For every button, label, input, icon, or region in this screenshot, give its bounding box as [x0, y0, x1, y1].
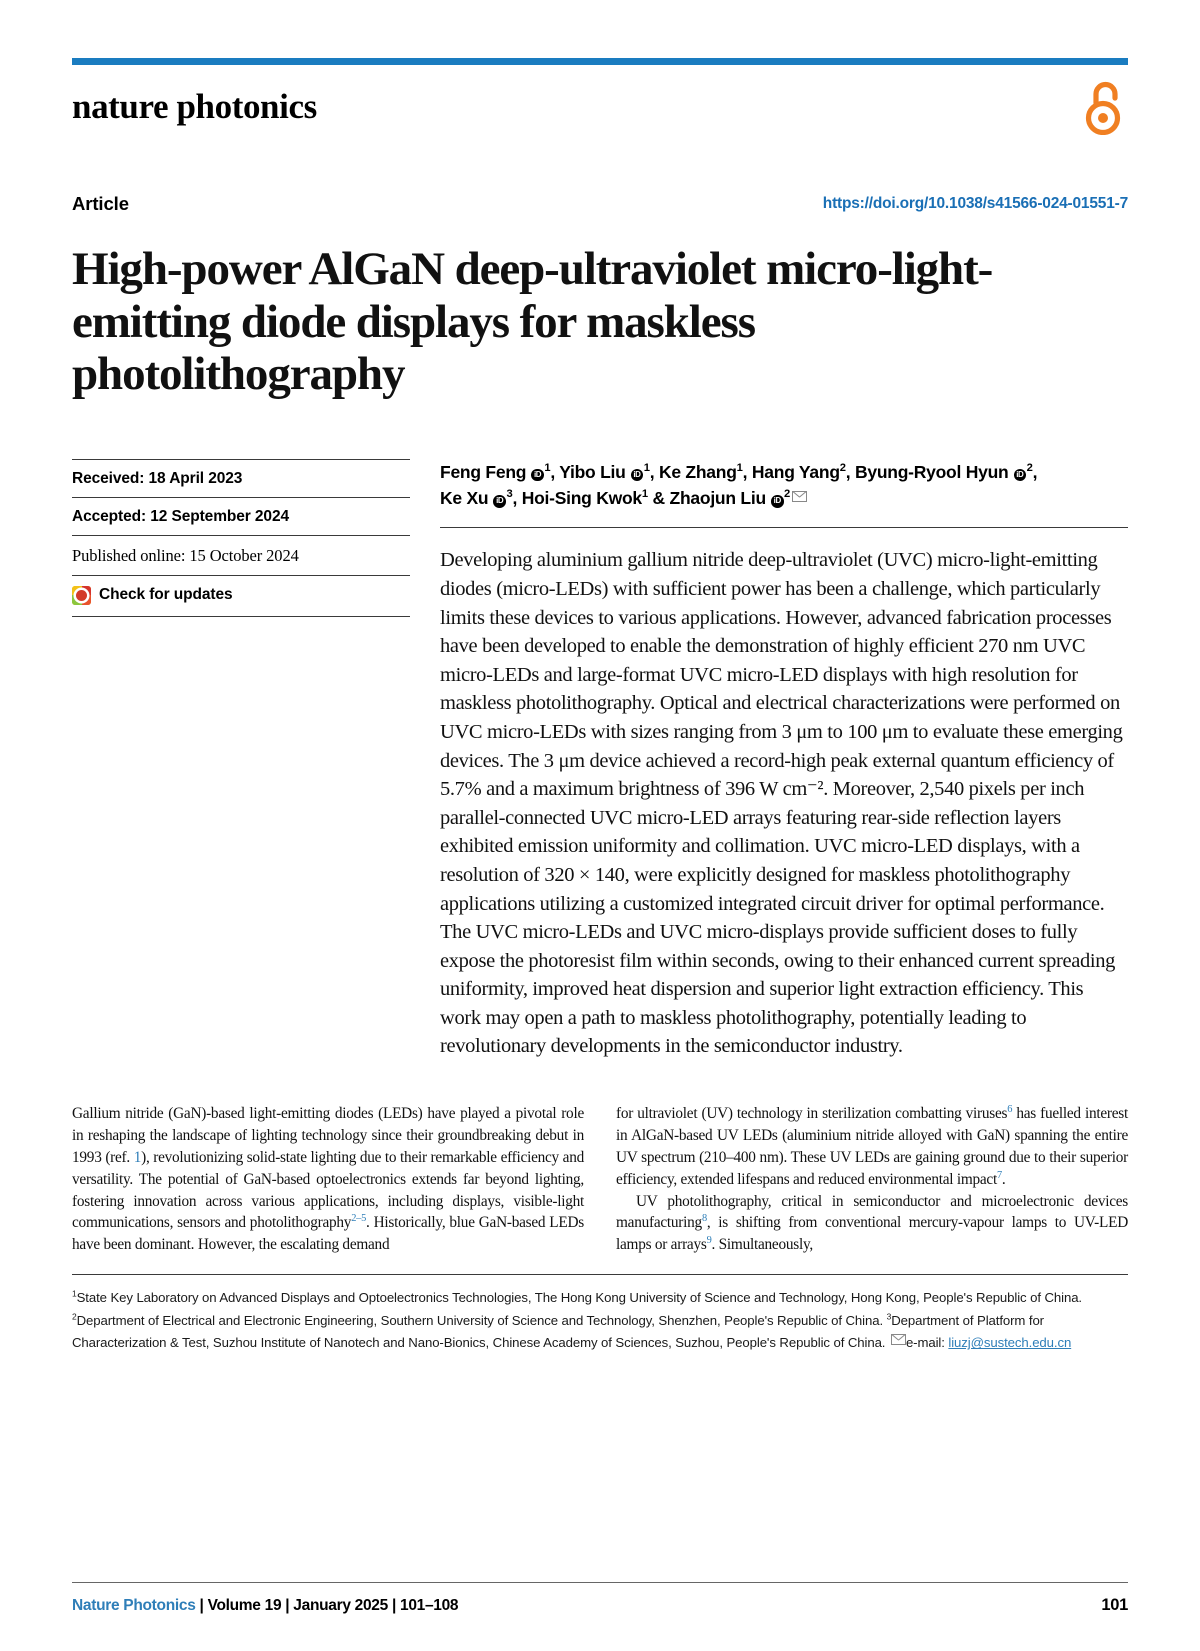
footer-journal-name: Nature Photonics [72, 1597, 196, 1614]
author-name: Hang Yang [751, 461, 840, 482]
author-list [440, 459, 1128, 528]
affiliation-marker-2: 2 [72, 1311, 77, 1322]
authors-and-abstract-column [410, 459, 1128, 1061]
page-title: High-power AlGaN deep-ultraviolet micro-light-emitting diode displays for maskless photolithography [72, 243, 993, 401]
body-columns [72, 1103, 1128, 1256]
meta-and-abstract-row [72, 459, 1128, 1061]
orcid-icon[interactable]: iD [493, 495, 506, 508]
reference-link[interactable]: 9 [706, 1235, 712, 1247]
author-line-1: Feng Feng $iD^1$, Yibo Liu $iD^1$, Ke Zhang$^1$, Hang Yang$^2$, Byung-Ryool Hyun $iD^2$, [440, 461, 1038, 482]
author-name: Feng Feng [440, 461, 531, 482]
orcid-icon[interactable]: iD [531, 469, 544, 482]
email-label: e-mail: [905, 1335, 949, 1351]
reference-link[interactable]: 1 [133, 1148, 142, 1166]
published-online-date: Published online: 15 October 2024 [72, 535, 410, 575]
affiliation-ref: 1 [736, 462, 743, 475]
body-paragraph: Gallium nitride (GaN)-based light-emitting diodes (LEDs) have played a pivotal role in reshaping the landscape of lighting technology since their groundbreaking debut in 1993 (ref. 1), revolutionizing solid-state lighting due to their remarkable efficiency and versatility. The potential of GaN-based optoelectronics extends far beyond lighting, fostering innovation across various applications, including displays, visible-light communications, sensors and photolithography$^{2-5}$. Historically, blue GaN-based LEDs have been dominant. However, the escalating demand [72, 1105, 585, 1254]
affiliation-1: State Key Laboratory on Advanced Displays and Optoelectronics Technologies, The Hong Kong University of Science and Technology, Hong Kong, People's Republic of China. [76, 1290, 1082, 1306]
page-number: 101 [1101, 1596, 1128, 1614]
abstract: Developing aluminium gallium nitride deep-ultraviolet (UVC) micro-light-emitting diodes (micro-LEDs) with sufficient power has been a challenge, which particularly limits these devices to various applications. However, advanced fabrication processes have been developed to enable the demonstration of highly efficient 270 nm UVC micro-LEDs and large-format UVC micro-LED displays with high resolution for maskless photolithography. Optical and electrical characterizations were performed on UVC micro-LEDs with sizes ranging from 3 μm to 100 μm to evaluate these emerging devices. The 3 μm device achieved a record-high peak external quantum efficiency of 5.7% and a maximum brightness of 396 W cm⁻². Moreover, 2,540 pixels per inch parallel-connected UVC micro-LED arrays featuring rear-side reflection layers exhibited emission uniformity and collimation. UVC micro-LED displays, with a resolution of 320 × 140, were explicitly designed for maskless photolithography applications utilizing a customized integrated circuit driver for optimal performance. The UVC micro-LEDs and UVC micro-displays provide sufficient doses to fully expose the photoresist film within seconds, owing to their enhanced current spreading uniformity, improved heat dispersion and superior light extraction efficiency. This work may open a path to maskless photolithography, potentially leading to revolutionary developments in the semiconductor industry. [440, 527, 1128, 1061]
affiliation-marker-3: 3 [886, 1311, 892, 1322]
affiliation-3: Department of Platform for Characterization & Test, Suzhou Institute of Nanotech and Nano-Bionics, Chinese Academy of Sciences, Suzhou, People's Republic of China. [72, 1312, 1044, 1351]
affiliations [72, 1274, 1128, 1355]
author-line-2: Ke Xu $iD^3$, Hoi-Sing Kwok$^1$ & Zhaojun Liu $iD^2$ [440, 488, 807, 508]
affiliation-ref: 3 [506, 488, 513, 501]
masthead [72, 65, 1128, 157]
orcid-icon[interactable]: iD [1014, 469, 1027, 482]
body-paragraph: for ultraviolet (UV) technology in sterilization combatting viruses$^6$ has fuelled interest in AlGaN-based UV LEDs (aluminium nitride alloyed with GaN) spanning the entire UV spectrum (210–400 nm). These UV LEDs are gaining ground due to their superior efficiency, extended lifespans and reduced environmental impact$^7$. [616, 1103, 1129, 1188]
envelope-icon[interactable] [792, 491, 807, 503]
article-type-label: Article [72, 193, 129, 214]
top-blue-rule [72, 58, 1128, 65]
author-name: Ke Zhang [658, 461, 737, 482]
affiliation-ref: 2 [839, 462, 846, 475]
affiliation-ref: 1 [544, 462, 551, 475]
received-date: Received: 18 April 2023 [72, 459, 410, 497]
footer-citation [72, 1597, 458, 1615]
footer-citation-detail: | Volume 19 | January 2025 | 101–108 [195, 1597, 459, 1614]
reference-link[interactable]: 6 [1007, 1103, 1013, 1115]
author-name: Yibo Liu [559, 461, 631, 482]
affiliation-ref: 2 [784, 488, 791, 501]
affiliation-2: Department of Electrical and Electronic Engineering, Southern University of Science and Technology, Shenzhen, People's Republic of China. [76, 1312, 887, 1328]
envelope-icon [891, 1334, 906, 1346]
check-for-updates[interactable] [72, 575, 410, 617]
reference-link[interactable]: 2–5 [351, 1213, 367, 1225]
article-page [0, 58, 1200, 1651]
body-column-left [72, 1103, 584, 1256]
check-for-updates-label: Check for updates [99, 586, 233, 604]
affiliation-marker-1: 1 [72, 1288, 77, 1299]
reference-link[interactable]: 7 [996, 1169, 1002, 1181]
orcid-icon[interactable]: iD [771, 495, 784, 508]
affiliation-ref: 1 [643, 462, 650, 475]
author-name: Zhaojun Liu [669, 488, 771, 509]
publication-meta-column [72, 459, 410, 1061]
affiliation-ref: 2 [1026, 462, 1033, 475]
orcid-icon[interactable]: iD [631, 469, 644, 482]
body-paragraph: UV photolithography, critical in semiconductor and microelectronic devices manufacturing$^8$, is shifting from conventional mercury-vapour lamps to UV-LED lamps or arrays$^9$. Simultaneously, [616, 1192, 1128, 1254]
body-column-right [616, 1103, 1128, 1256]
affiliation-ref: 1 [641, 488, 648, 501]
doi-link[interactable]: https://doi.org/10.1038/s41566-024-01551-7 [822, 195, 1128, 212]
crossmark-icon [72, 586, 91, 605]
email-link[interactable]: liuzj@sustech.edu.cn [948, 1335, 1072, 1351]
reference-link[interactable]: 8 [701, 1213, 707, 1225]
open-access-lock-icon [1082, 81, 1128, 135]
author-name: Ke Xu [440, 488, 493, 509]
journal-logo: nature photonics [72, 87, 317, 126]
author-name: Byung-Ryool Hyun [854, 461, 1014, 482]
author-name: Hoi-Sing Kwok [521, 488, 642, 509]
article-line [72, 193, 1128, 217]
accepted-date: Accepted: 12 September 2024 [72, 497, 410, 535]
page-footer [72, 1582, 1128, 1615]
